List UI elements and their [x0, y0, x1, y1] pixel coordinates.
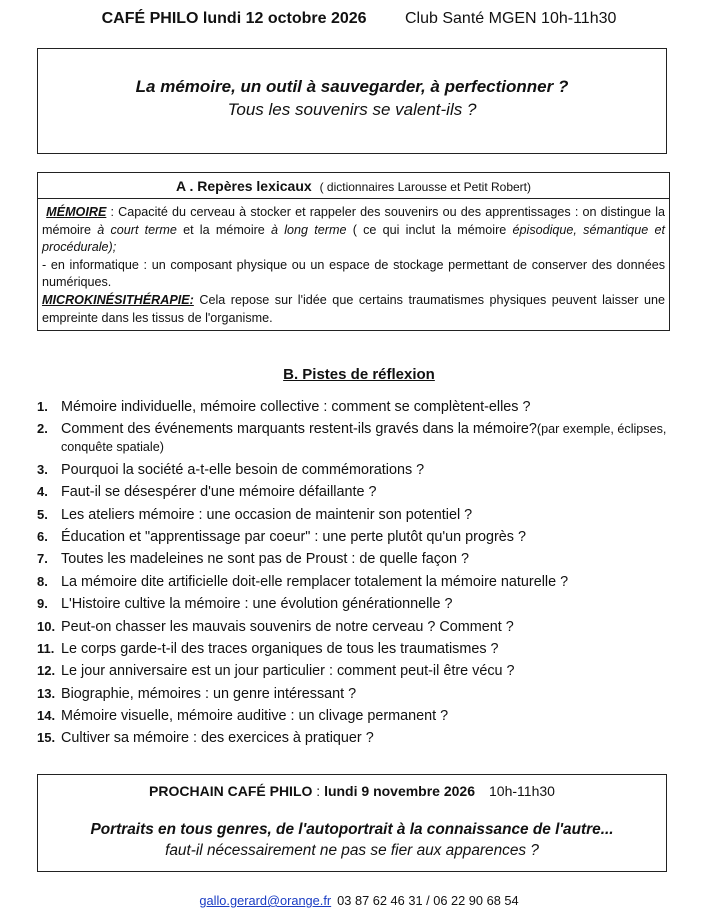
next-question-main: Portraits en tous genres, de l'autoportrait à la connaissance de l'autre...: [90, 821, 614, 838]
question-item: [37, 573, 677, 591]
question-number: 3.: [37, 461, 48, 477]
term-microkinesitherapie: MICROKINÉSITHÉRAPIE:: [42, 292, 194, 307]
question-number: 15.: [37, 730, 56, 746]
question-number: 13.: [37, 685, 56, 701]
micro-def: Cela repose sur l'idée que certains traumatismes physiques peuvent laisser une empreinte dans les tissus de l'organisme.: [42, 292, 665, 325]
question-item: [37, 550, 677, 568]
question-number: 11.: [37, 640, 55, 656]
contact-footer: [0, 893, 718, 908]
next-session-box: [37, 774, 667, 872]
question-item: [37, 398, 677, 416]
question-number: 14.: [37, 708, 56, 724]
question-item: [37, 506, 677, 524]
question-text: La mémoire dite artificielle doit-elle remplacer totalement la mémoire naturelle ?: [61, 573, 569, 590]
question-item: [37, 640, 677, 658]
club-schedule: Club Santé MGEN 10h-11h30: [405, 10, 617, 27]
question-number: 5.: [37, 506, 48, 522]
memoire-types: épisodique, sémantique et procédurale);: [42, 222, 665, 255]
topic-box: [37, 48, 667, 154]
question-number: 10.: [37, 618, 56, 634]
term-memoire: MÉMOIRE: [46, 205, 107, 219]
question-item: [37, 707, 677, 725]
question-number: 7.: [37, 551, 48, 567]
question-text: Peut-on chasser les mauvais souvenirs de notre cerveau ? Comment ?: [61, 618, 514, 635]
question-text: Le corps garde-t-il des traces organiques de tous les traumatismes ?: [61, 640, 499, 657]
question-text: Éducation et "apprentissage par coeur" : une perte plutôt qu'un progrès ?: [61, 528, 526, 545]
topic-question-main: La mémoire, un outil à sauvegarder, à perfectionner ?: [135, 77, 569, 96]
question-extra: (par exemple, éclipses, conquête spatiale): [61, 422, 667, 455]
memoire-def-part-2: et la mémoire: [176, 222, 272, 237]
lexicon-title: A . Repères lexicaux: [176, 178, 312, 194]
question-number: 1.: [37, 399, 48, 414]
question-item: [37, 662, 677, 680]
question-text: Comment des événements marquants restent-ils gravés dans la mémoire?: [61, 421, 537, 438]
question-text: Cultiver sa mémoire : des exercices à pratiquer ?: [61, 730, 374, 747]
question-item: [37, 685, 677, 703]
question-item: [37, 618, 677, 636]
next-session-time: 10h-11h30: [489, 783, 555, 799]
question-number: 12.: [37, 663, 56, 679]
topic-question-sub: Tous les souvenirs se valent-ils ?: [227, 100, 477, 119]
question-item: [37, 729, 677, 747]
definition-microkinesitherapie: [42, 292, 665, 327]
question-number: 4.: [37, 484, 48, 500]
question-number: 9.: [37, 596, 48, 612]
question-number: 8.: [37, 573, 48, 589]
question-text: Toutes les madeleines ne sont pas de Proust : de quelle façon ?: [61, 551, 469, 568]
question-item: [37, 595, 677, 613]
lexicon-title-row: [38, 173, 669, 199]
document-header: [0, 10, 718, 28]
lexicon-subtitle: ( dictionnaires Larousse et Petit Robert): [319, 180, 531, 194]
lexicon-body: [38, 199, 669, 327]
question-item: [37, 461, 677, 479]
section-b-title: B. Pistes de réflexion: [283, 366, 435, 383]
question-item: [37, 483, 677, 501]
question-text: Les ateliers mémoire : une occasion de maintenir son potentiel ?: [61, 506, 473, 523]
memoire-def-part-3: ( ce qui inclut la mémoire: [346, 222, 513, 237]
question-number: 6.: [37, 528, 48, 544]
question-text: Biographie, mémoires : un genre intéressant ?: [61, 685, 357, 702]
question-text: Mémoire visuelle, mémoire auditive : un clivage permanent ?: [61, 708, 449, 725]
next-session-separator: :: [312, 783, 325, 799]
definition-informatique: - en informatique : un composant physique ou un espace de stockage permettant de conserver des données numériques.: [42, 257, 665, 290]
memoire-def-part-1: : Capacité du cerveau à stocker et rappeler des souvenirs ou des apprentissages : on distingue la mémoire: [42, 205, 666, 237]
event-title: CAFÉ PHILO lundi 12 octobre 2026: [101, 10, 367, 27]
question-text: Mémoire individuelle, mémoire collective : comment se complètent-elles ?: [61, 399, 531, 415]
question-text: Pourquoi la société a-t-elle besoin de commémorations ?: [61, 461, 425, 478]
questions-list: [37, 398, 677, 752]
question-item: [37, 420, 677, 456]
next-session-date: lundi 9 novembre 2026: [324, 783, 476, 799]
question-text: Le jour anniversaire est un jour particulier : comment peut-il être vécu ?: [61, 663, 515, 680]
next-question-sub: faut-il nécessairement ne pas se fier aux apparences ?: [165, 842, 539, 859]
next-session-label: PROCHAIN CAFÉ PHILO: [149, 783, 313, 799]
lexicon-box: [37, 172, 670, 331]
question-number: 2.: [37, 421, 48, 437]
memoire-long-terme: à long terme: [271, 222, 347, 237]
question-text: L'Histoire cultive la mémoire : une évolution générationnelle ?: [61, 596, 453, 613]
definition-memoire: [42, 204, 665, 257]
question-text: Faut-il se désespérer d'une mémoire défaillante ?: [61, 484, 377, 501]
email-link[interactable]: gallo.gerard@orange.fr: [199, 893, 332, 908]
memoire-court-terme: à court terme: [97, 222, 177, 237]
question-item: [37, 528, 677, 546]
next-session-line: [38, 783, 666, 799]
phone-numbers: 03 87 62 46 31 / 06 22 90 68 54: [337, 893, 519, 908]
